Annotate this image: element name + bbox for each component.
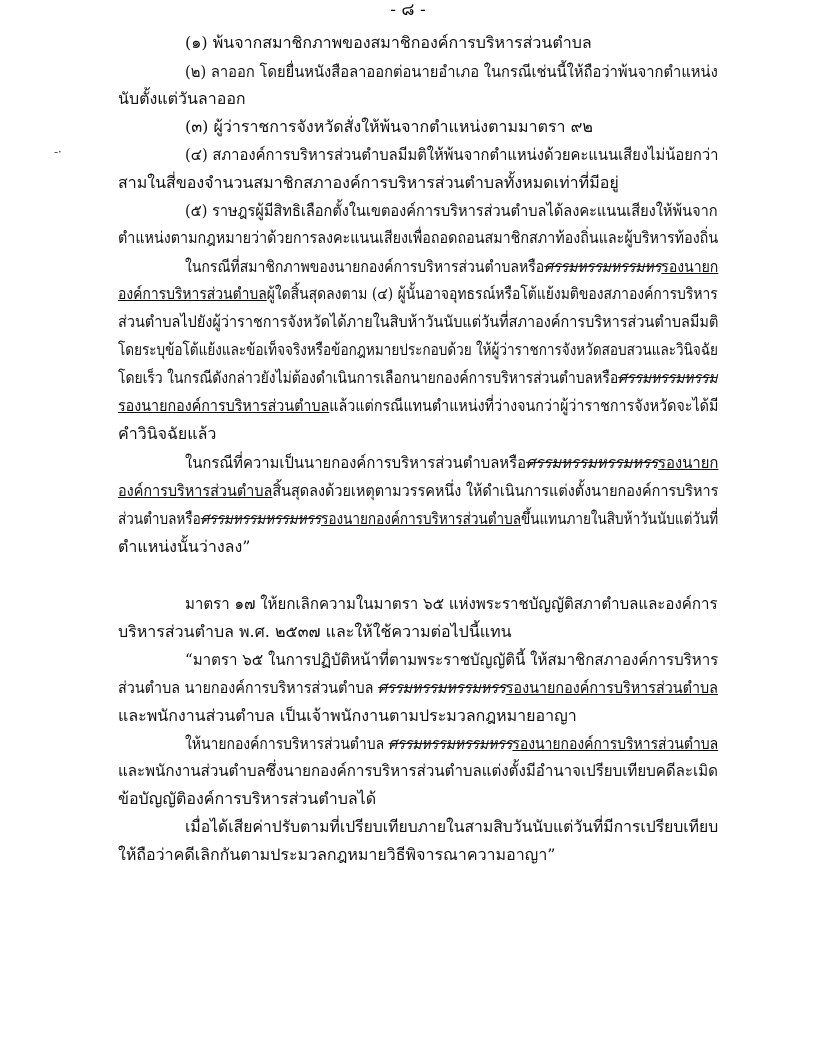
text-run: โดยระบุข้อโต้แย้งและข้อเท็จจริงหรือข้อกฎหมายประกอบด้วย ให้ผู้ว่าราชการจังหวัดสอบสวนและวินิจฉัย [118, 340, 718, 359]
text-run: บริหารส่วนตำบล พ.ศ. ๒๕๓๗ และให้ใช้ความต่อไปนี้แทน [118, 622, 512, 641]
text-run: ผู้ใดสิ้นสุดลงตาม (๔) ผู้นั้นอาจอุทธรณ์หรือโต้แย้งมติของสภาองค์การบริหาร [266, 284, 718, 303]
text-run: (๔) สภาองค์การบริหารส่วนตำบลมีมติให้พ้นจากตำแหน่งด้วยคะแนนเสียงไม่น้อยกว่า [185, 145, 719, 164]
text-line [118, 311, 718, 333]
text-line [185, 144, 718, 166]
text-run: สามในสี่ของจำนวนสมาชิกสภาองค์การบริหารส่วนตำบลทั้งหมดเท่าที่มีอยู่ [118, 173, 619, 192]
text-run: เมื่อได้เสียค่าปรับตามที่เปรียบเทียบภายในสามสิบวันนับแต่วันที่มีการเปรียบเทียบ [185, 817, 719, 836]
text-line [185, 61, 718, 83]
text-run: ให้ถือว่าคดีเลิกกันตามประมวลกฎหมายวิธีพิจารณาความอาญา” [118, 845, 556, 864]
text-run: ในกรณีที่ความเป็นนายกองค์การบริหารส่วนตำบลหรือ [185, 453, 527, 472]
struck-text: ศรรมหรรมหรรม [618, 368, 718, 387]
text-run: “มาตรา ๖๕ ในการปฏิบัติหน้าที่ตามพระราชบัญญัตินี้ ให้สมาชิกสภาองค์การบริหาร [185, 650, 719, 669]
struck-text: ศรรมหรรมหรรมหรร [200, 509, 322, 528]
text-line [118, 705, 577, 727]
text-line [185, 452, 718, 474]
text-line [118, 88, 246, 110]
text-line [118, 395, 718, 417]
struck-text: ศรรมหรรมหรรมหรร [388, 734, 513, 753]
text-line [118, 480, 718, 502]
margin-mark: -· [54, 145, 62, 159]
text-line [185, 256, 718, 278]
text-run: โดยเร็ว ในกรณีดังกล่าวยังไม่ต้องดำเนินการเลือกนายกองค์การบริหารส่วนตำบลหรือ [118, 368, 619, 387]
text-run: และพนักงานส่วนตำบลซึ่งนายกองค์การบริหารส่วนตำบลแต่งตั้งมีอำนาจเปรียบเทียบคดีละเมิด [118, 761, 718, 780]
text-run: สิ้นสุดลงด้วยเหตุตามวรรคหนึ่ง ให้ดำเนินการแต่งตั้งนายกองค์การบริหาร [272, 481, 719, 500]
text-line [118, 536, 250, 558]
text-line [118, 760, 718, 782]
text-line [185, 649, 718, 671]
text-run: ส่วนตำบล นายกองค์การบริหารส่วนตำบล [118, 678, 379, 697]
struck-text: ศรรมหรรมหรรมหร [544, 257, 662, 276]
page-number: - ๘ - [390, 0, 426, 20]
struck-text: ศรรมหรรมหรรมหรร [526, 453, 659, 472]
text-run: ตำแหน่งตามกฎหมายว่าด้วยการลงคะแนนเสียงเพื่อถอดถอนสมาชิกสภาท้องถิ่นและผู้บริหารท้องถิ่น [118, 228, 719, 247]
underlined-text: รองนายก [661, 257, 719, 276]
text-line [118, 677, 718, 699]
text-line [118, 788, 376, 810]
underlined-text: รองนายกองค์การบริหารส่วนตำบล [118, 396, 330, 415]
text-line [118, 339, 718, 361]
text-line [118, 172, 619, 194]
underlined-text: องค์การบริหารส่วนตำบล [118, 481, 273, 500]
struck-text: ศรรมหรรมหรรมหรร [378, 678, 506, 697]
text-line [185, 733, 718, 755]
underlined-text: รองนายกองค์การบริหารส่วนตำบล [512, 734, 719, 753]
text-run: ในกรณีที่สมาชิกภาพของนายกองค์การบริหารส่วนตำบลหรือ [185, 257, 545, 276]
text-run: ข้อบัญญัติองค์การบริหารส่วนตำบลได้ [118, 789, 377, 808]
text-line [118, 227, 718, 249]
text-line [118, 621, 512, 643]
text-run: (๕) ราษฎรผู้มีสิทธิเลือกตั้งในเขตองค์การบริหารส่วนตำบลได้ลงคะแนนเสียงให้พ้นจาก [185, 201, 718, 220]
text-run: ขึ้นแทนภายในสิบห้าวันนับแต่วันที่ [521, 509, 719, 528]
text-run: แล้วแต่กรณีแทนตำแหน่งที่ว่างจนกว่าผู้ว่าราชการจังหวัดจะได้มี [329, 396, 719, 415]
text-run: และพนักงานส่วนตำบล เป็นเจ้าพนักงานตามประมวลกฎหมายอาญา [118, 706, 577, 725]
text-run: ให้นายกองค์การบริหารส่วนตำบล [185, 734, 389, 753]
text-run: ตำแหน่งนั้นว่างลง” [118, 537, 251, 556]
underlined-text: รองนายก [658, 453, 719, 472]
text-line [118, 423, 216, 445]
text-line [118, 367, 718, 389]
text-run: (๑) พ้นจากสมาชิกภาพของสมาชิกองค์การบริหารส่วนตำบล [185, 33, 592, 52]
text-line [185, 816, 718, 838]
text-run: ส่วนตำบลไปยังผู้ว่าราชการจังหวัดได้ภายในสิบห้าวันนับแต่วันที่สภาองค์การบริหารส่วนตำบลมีมติ [118, 312, 719, 331]
text-run: มาตรา ๑๗ ให้ยกเลิกความในมาตรา ๖๕ แห่งพระราชบัญญัติสภาตำบลและองค์การ [185, 594, 718, 613]
text-run: ส่วนตำบลหรือ [118, 509, 201, 528]
underlined-text: รองนายกองค์การบริหารส่วนตำบล [505, 678, 718, 697]
text-run: (๒) ลาออก โดยยื่นหนังสือลาออกต่อนายอำเภอ ในกรณีเช่นนี้ให้ถือว่าพ้นจากตำแหน่ง [185, 62, 718, 81]
text-line [185, 116, 593, 138]
text-line [118, 283, 718, 305]
text-run: (๓) ผู้ว่าราชการจังหวัดสั่งให้พ้นจากตำแหน่งตามมาตรา ๙๒ [185, 117, 593, 136]
text-run: คำวินิจฉัยแล้ว [118, 424, 217, 443]
text-line [118, 508, 718, 530]
underlined-text: องค์การบริหารส่วนตำบล [118, 284, 267, 303]
text-line [118, 844, 555, 866]
text-run: นับตั้งแต่วันลาออก [118, 89, 246, 108]
text-line [185, 200, 718, 222]
text-line [185, 593, 718, 615]
underlined-text: รองนายกองค์การบริหารส่วนตำบล [321, 509, 522, 528]
text-line [185, 32, 592, 54]
